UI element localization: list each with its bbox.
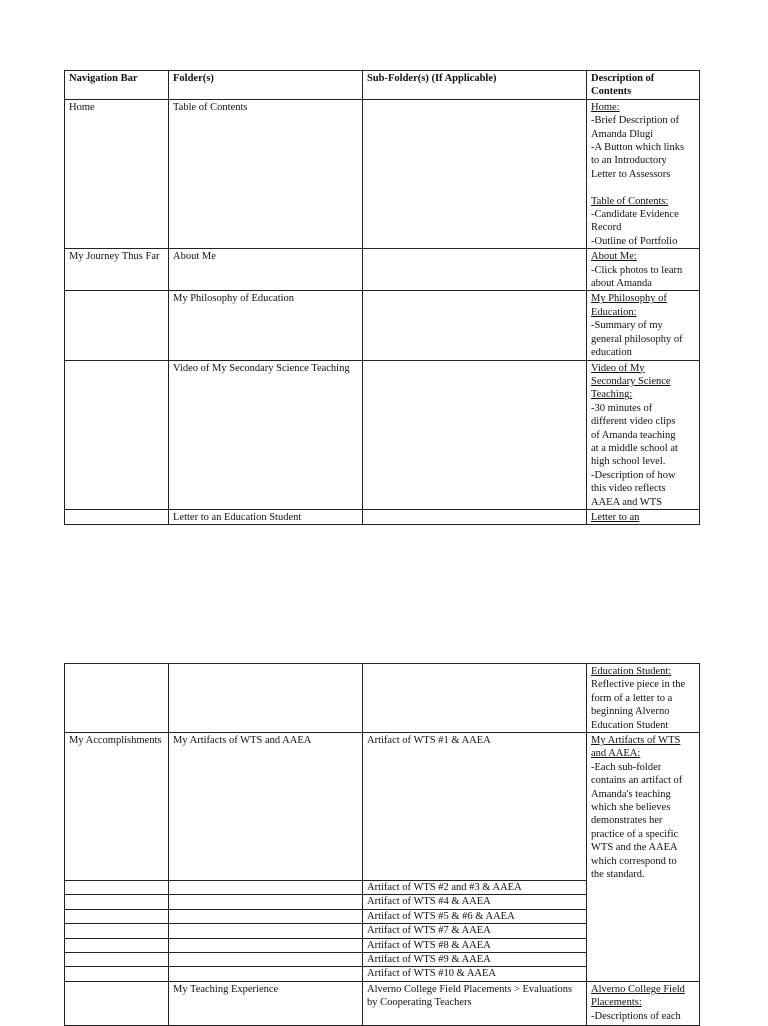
sub-folder-cell — [363, 360, 587, 509]
description-line: education — [591, 347, 632, 359]
description-cell — [587, 99, 700, 248]
description-line: Amanda Dlugi — [591, 128, 654, 140]
sub-folder-cell: Artifact of WTS #7 & AAEA — [363, 924, 587, 938]
description-line: About Me: — [591, 251, 637, 263]
sub-folder-cell: Artifact of WTS #9 & AAEA — [363, 953, 587, 967]
description-line: Secondary Science — [591, 375, 671, 387]
folder-cell: Letter to an Education Student — [169, 509, 363, 524]
header-folders: Folder(s) — [169, 71, 363, 100]
folder-cell: Video of My Secondary Science Teaching — [169, 360, 363, 509]
description-line: form of a letter to a — [591, 692, 673, 704]
header-description: Description of Contents — [587, 71, 700, 100]
description-line: Teaching: — [591, 389, 633, 401]
description-line: WTS and the AAEA — [591, 842, 678, 854]
folder-cell: About Me — [169, 249, 363, 291]
description-line: Education Student: — [591, 666, 672, 677]
description-line: Reflective piece in the — [591, 679, 686, 691]
description-line: Placements: — [591, 997, 642, 1009]
description-line — [591, 181, 695, 194]
sub-folder-cell — [363, 99, 587, 248]
table-row-about-me — [65, 249, 700, 291]
description-line: AAEA and WTS — [591, 496, 662, 508]
description-line: the standard. — [591, 869, 645, 881]
description-line: Record — [591, 222, 622, 234]
description-line: -Description of how — [591, 469, 676, 481]
description-line: -Brief Description of — [591, 115, 680, 127]
table-row-letter-continued — [65, 664, 700, 733]
description-cell — [587, 249, 700, 291]
description-line: -30 minutes of — [591, 402, 653, 414]
sub-folder-cell — [363, 291, 587, 360]
description-line: Letter to Assessors — [591, 168, 671, 180]
sub-folder-cell: Artifact of WTS #5 & #6 & AAEA — [363, 909, 587, 923]
description-line: My Philosophy of — [591, 293, 667, 305]
description-cell — [587, 733, 700, 982]
description-line: demonstrates her — [591, 815, 663, 827]
table-row-teaching-experience — [65, 981, 700, 1025]
sub-folder-cell: Artifact of WTS #8 & AAEA — [363, 938, 587, 952]
sub-folder-cell — [363, 509, 587, 524]
nav-cell: My Journey Thus Far — [65, 249, 169, 291]
nav-cell — [65, 291, 169, 360]
nav-cell: Home — [65, 99, 169, 248]
description-line: practice of a specific — [591, 828, 679, 840]
description-line: to an Introductory — [591, 155, 667, 167]
sub-folder-cell: Alverno College Field Placements > Evaluations by Cooperating Teachers — [363, 981, 587, 1025]
description-line: Education: — [591, 306, 637, 318]
description-cell — [587, 360, 700, 509]
nav-cell — [65, 509, 169, 524]
description-line: Education Student — [591, 719, 669, 731]
description-cell — [587, 509, 700, 524]
folder-cell: Table of Contents — [169, 99, 363, 248]
description-line: general philosophy of — [591, 333, 683, 345]
folder-cell: My Artifacts of WTS and AAEA — [169, 733, 363, 881]
description-line: Home: — [591, 101, 620, 113]
description-line: Video of My — [591, 362, 645, 374]
header-row — [65, 71, 700, 100]
description-line: -Candidate Evidence — [591, 209, 679, 221]
description-line: Table of Contents: — [591, 195, 669, 207]
header-sub-folders: Sub-Folder(s) (If Applicable) — [363, 71, 587, 100]
description-line: about Amanda — [591, 278, 652, 290]
portfolio-outline-table-part-1 — [64, 70, 700, 525]
folder-cell: My Philosophy of Education — [169, 291, 363, 360]
table-row-video — [65, 360, 700, 509]
folder-cell: My Teaching Experience — [169, 981, 363, 1025]
description-line: which correspond to — [591, 855, 677, 867]
description-line: Amanda's teaching — [591, 788, 671, 800]
nav-cell — [65, 360, 169, 509]
description-line: beginning Alverno — [591, 706, 670, 718]
header-navigation-bar: Navigation Bar — [65, 71, 169, 100]
description-line: Alverno College Field — [591, 983, 685, 995]
description-line: -Click photos to learn — [591, 264, 683, 276]
table-row-philosophy — [65, 291, 700, 360]
description-line: this video reflects — [591, 483, 666, 495]
sub-folder-cell: Artifact of WTS #10 & AAEA — [363, 967, 587, 981]
description-line: at a middle school at — [591, 442, 678, 454]
sub-folder-cell: Artifact of WTS #4 & AAEA — [363, 895, 587, 909]
table-row-accomplishments — [65, 733, 700, 881]
description-line: -Descriptions of each — [591, 1010, 681, 1022]
portfolio-outline-table-part-2 — [64, 663, 700, 1026]
sub-folder-cell — [363, 664, 587, 733]
table-row-letter — [65, 509, 700, 524]
nav-cell — [65, 664, 169, 733]
description-line: which she believes — [591, 802, 671, 814]
description-line: My Artifacts of WTS — [591, 735, 681, 747]
sub-folder-cell: Artifact of WTS #2 and #3 & AAEA — [363, 881, 587, 895]
nav-cell: My Accomplishments — [65, 733, 169, 881]
table-row-home — [65, 99, 700, 248]
description-line: and AAEA: — [591, 748, 641, 760]
description-line: -Summary of my — [591, 320, 663, 332]
description-cell — [587, 291, 700, 360]
description-line: -Outline of Portfolio — [591, 235, 678, 247]
folder-cell — [169, 664, 363, 733]
description-line: high school level. — [591, 456, 666, 468]
description-cell — [587, 981, 700, 1025]
description-line: -Each sub-folder — [591, 761, 662, 773]
description-line: different video clips — [591, 416, 676, 428]
description-line: -A Button which links — [591, 142, 685, 154]
description-line: contains an artifact of — [591, 775, 683, 787]
sub-folder-cell: Artifact of WTS #1 & AAEA — [363, 733, 587, 881]
description-cell — [587, 664, 700, 733]
sub-folder-cell — [363, 249, 587, 291]
description-line: of Amanda teaching — [591, 429, 676, 441]
nav-cell — [65, 981, 169, 1025]
description-line: Letter to an — [591, 511, 640, 523]
